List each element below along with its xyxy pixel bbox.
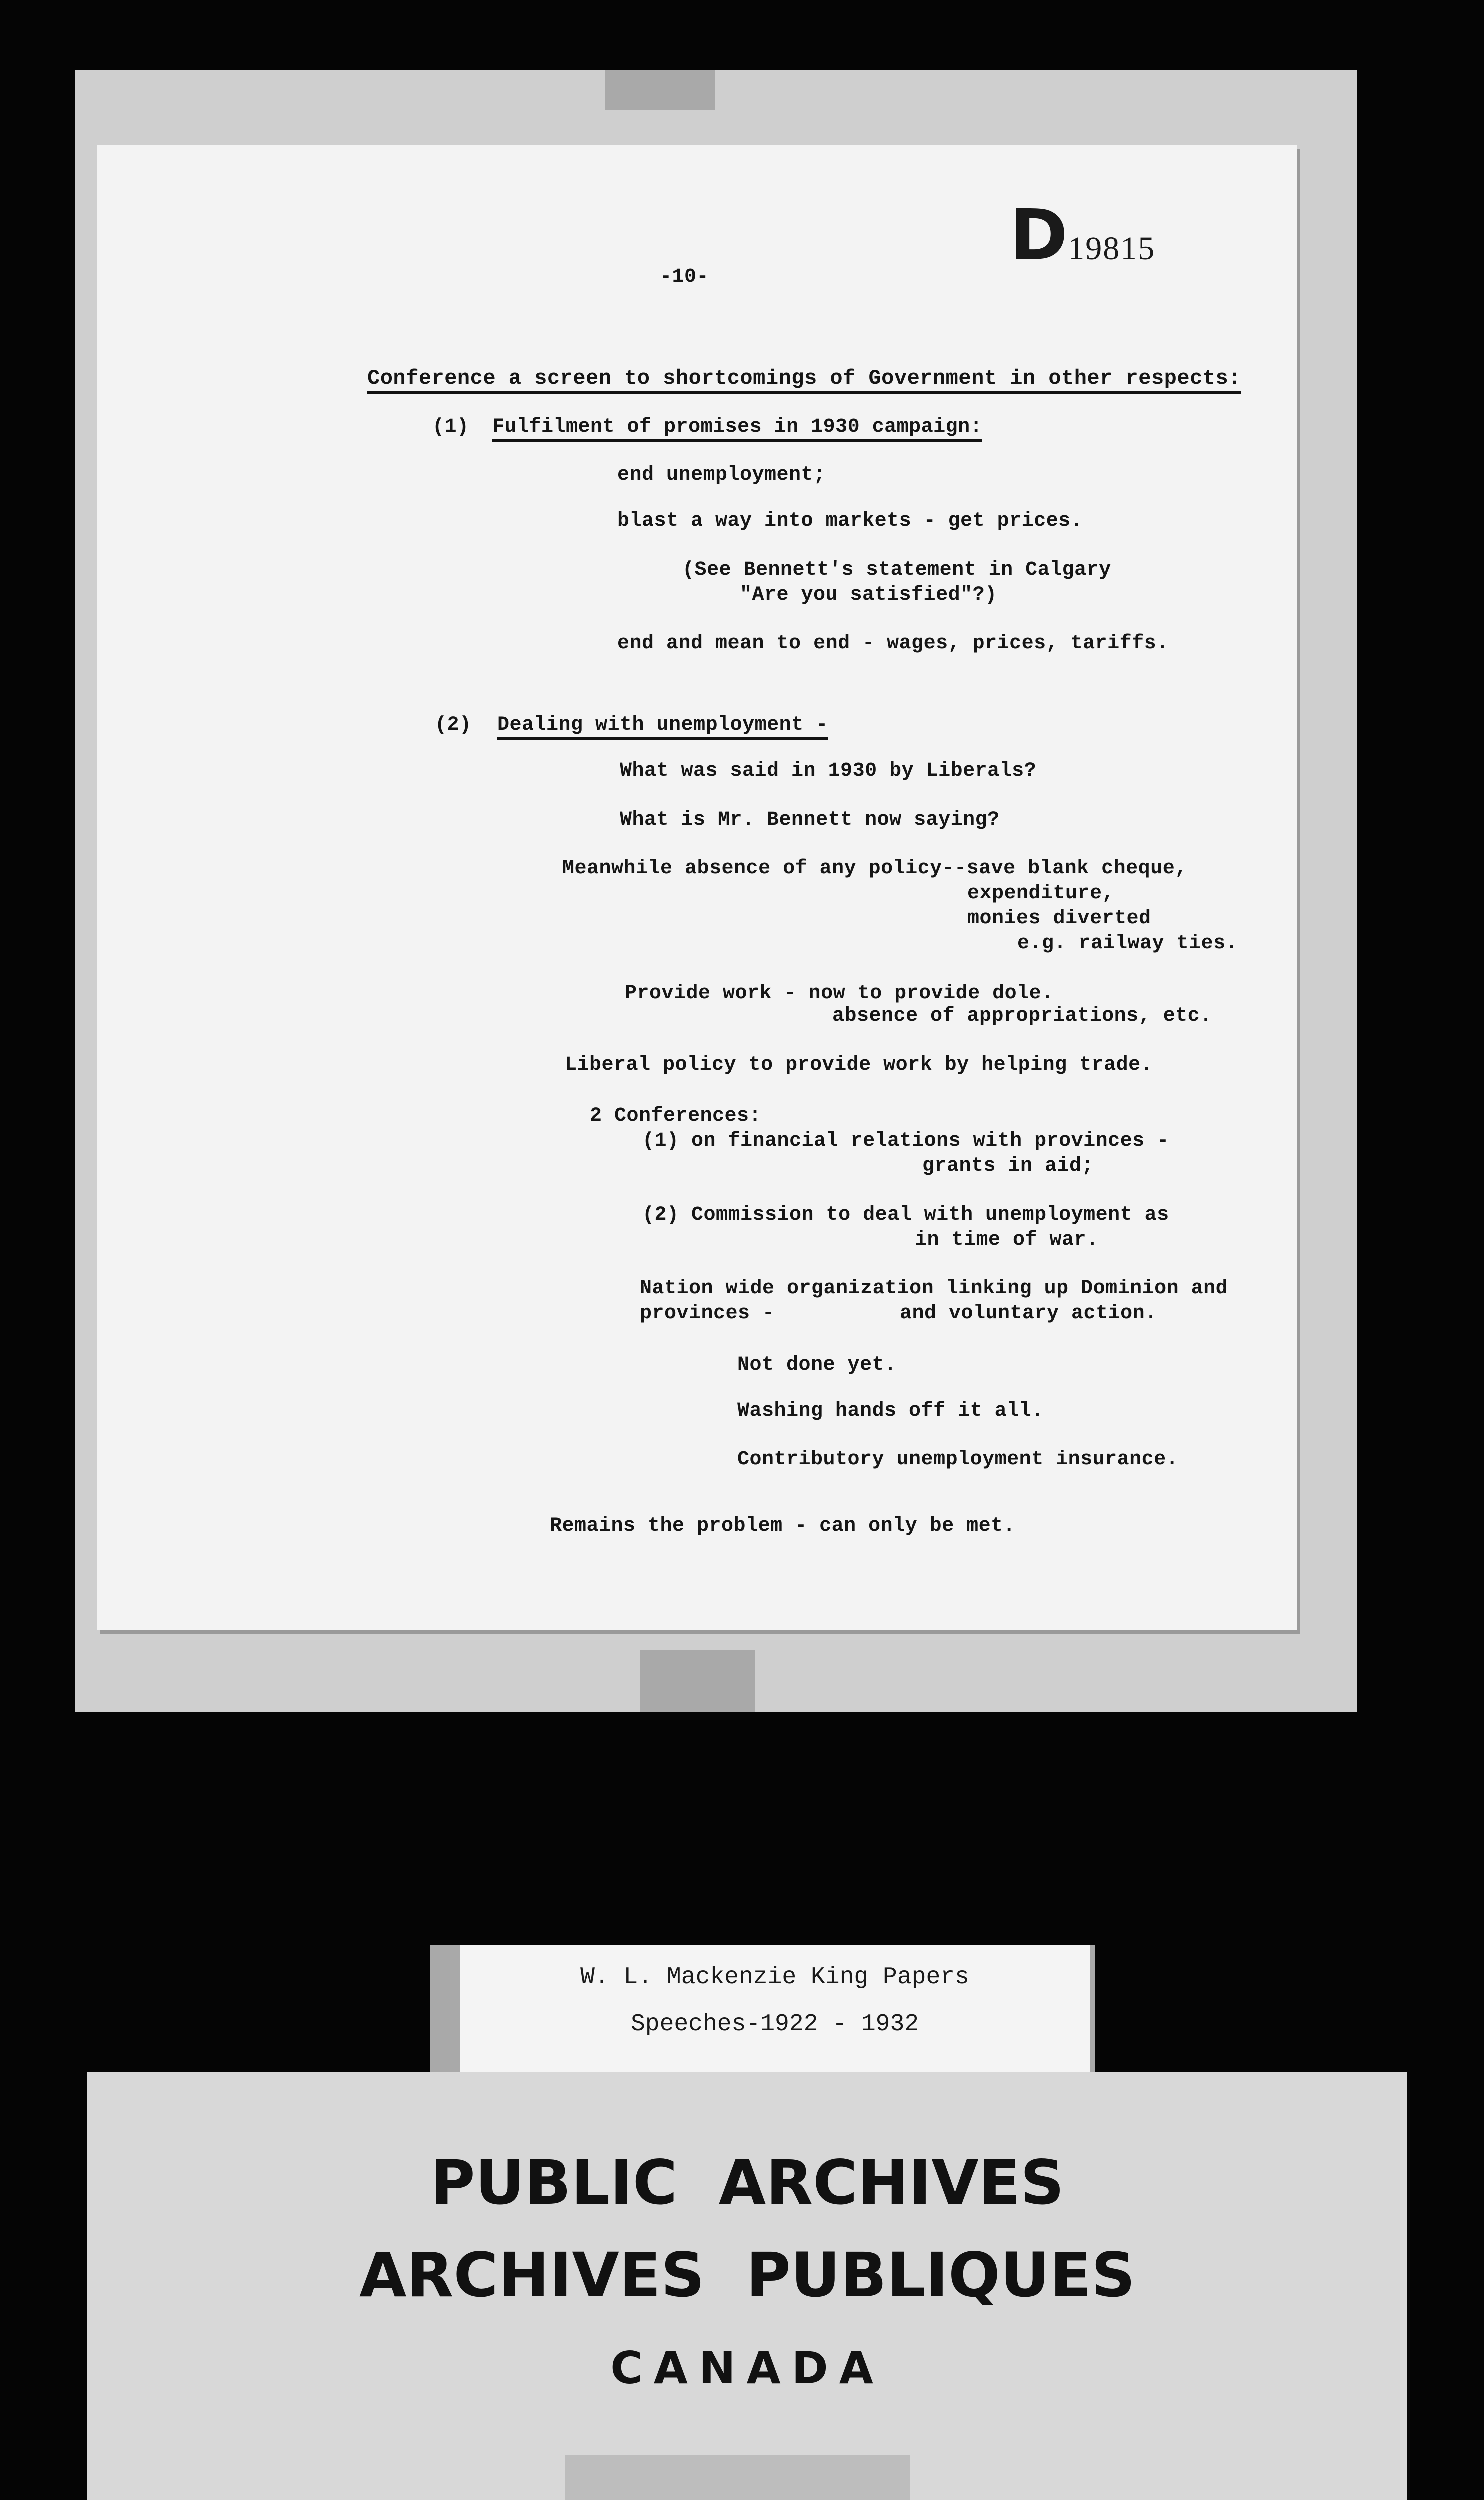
doc-line: (2) Commission to deal with unemployment as (642, 1204, 1170, 1226)
doc-line: Provide work - now to provide dole. (625, 982, 1054, 1005)
doc-line: Nation wide organization linking up Dominion and (640, 1278, 1228, 1300)
heading: Conference a screen to shortcomings of Government in other respects: (368, 366, 1242, 394)
collection-label (460, 1945, 1090, 2075)
doc-line: (See Bennett's statement in Calgary (682, 559, 1112, 582)
item-2-title (498, 714, 828, 736)
doc-line: and voluntary action. (900, 1302, 1158, 1325)
doc-line: Washing hands off it all. (738, 1400, 1044, 1422)
doc-line: absence of appropriations, etc. (832, 1005, 1212, 1028)
doc-line: What was said in 1930 by Liberals? (620, 760, 1037, 782)
doc-line: monies diverted (968, 908, 1152, 930)
card-bottom-tape (565, 2455, 910, 2500)
doc-line: Meanwhile absence of any policy--save blank cheque, (562, 858, 1188, 880)
doc-line: grants in aid; (922, 1155, 1094, 1178)
doc-id-letter: D (1010, 195, 1068, 276)
item-2-number: (2) (435, 714, 472, 736)
doc-id-number: 19815 (1068, 230, 1156, 267)
archives-card (88, 2072, 1408, 2500)
doc-line: Contributory unemployment insurance. (738, 1448, 1179, 1471)
label-line-1: W. L. Mackenzie King Papers (580, 1964, 970, 1991)
doc-line: Not done yet. (738, 1354, 897, 1376)
doc-line: blast a way into markets - get prices. (618, 510, 1084, 532)
doc-line: end unemployment; (618, 464, 826, 486)
document-number (1010, 195, 1156, 276)
archives-line-2: ARCHIVES PUBLIQUES (359, 2240, 1136, 2311)
archives-line-3: CANADA (610, 2342, 884, 2394)
doc-line: end and mean to end - wages, prices, tariffs. (618, 632, 1169, 655)
doc-line: (1) on financial relations with provinces - (642, 1130, 1170, 1152)
doc-line: "Are you satisfied"?) (740, 584, 998, 606)
doc-line: Liberal policy to provide work by helping trade. (565, 1054, 1154, 1076)
item-1-title: Fulfilment of promises in 1930 campaign: (492, 416, 982, 442)
page-number: -10- (660, 266, 710, 288)
doc-line: 2 Conferences: (590, 1105, 762, 1128)
doc-line: What is Mr. Bennett now saying? (620, 809, 1000, 832)
doc-line: expenditure, (968, 882, 1115, 905)
item-1-number: (1) (432, 416, 470, 438)
bottom-tape (640, 1650, 755, 1712)
doc-line: in time of war. (915, 1229, 1099, 1252)
doc-line: provinces - (640, 1302, 775, 1325)
archives-line-1: PUBLIC ARCHIVES (430, 2148, 1064, 2218)
label-line-2: Speeches-1922 - 1932 (630, 2011, 920, 2038)
doc-line: Remains the problem - can only be met. (550, 1515, 1016, 1538)
doc-line: e.g. railway ties. (1018, 932, 1238, 955)
item-2-title-text: Dealing with unemployment - (498, 714, 828, 740)
top-tape (605, 70, 715, 110)
